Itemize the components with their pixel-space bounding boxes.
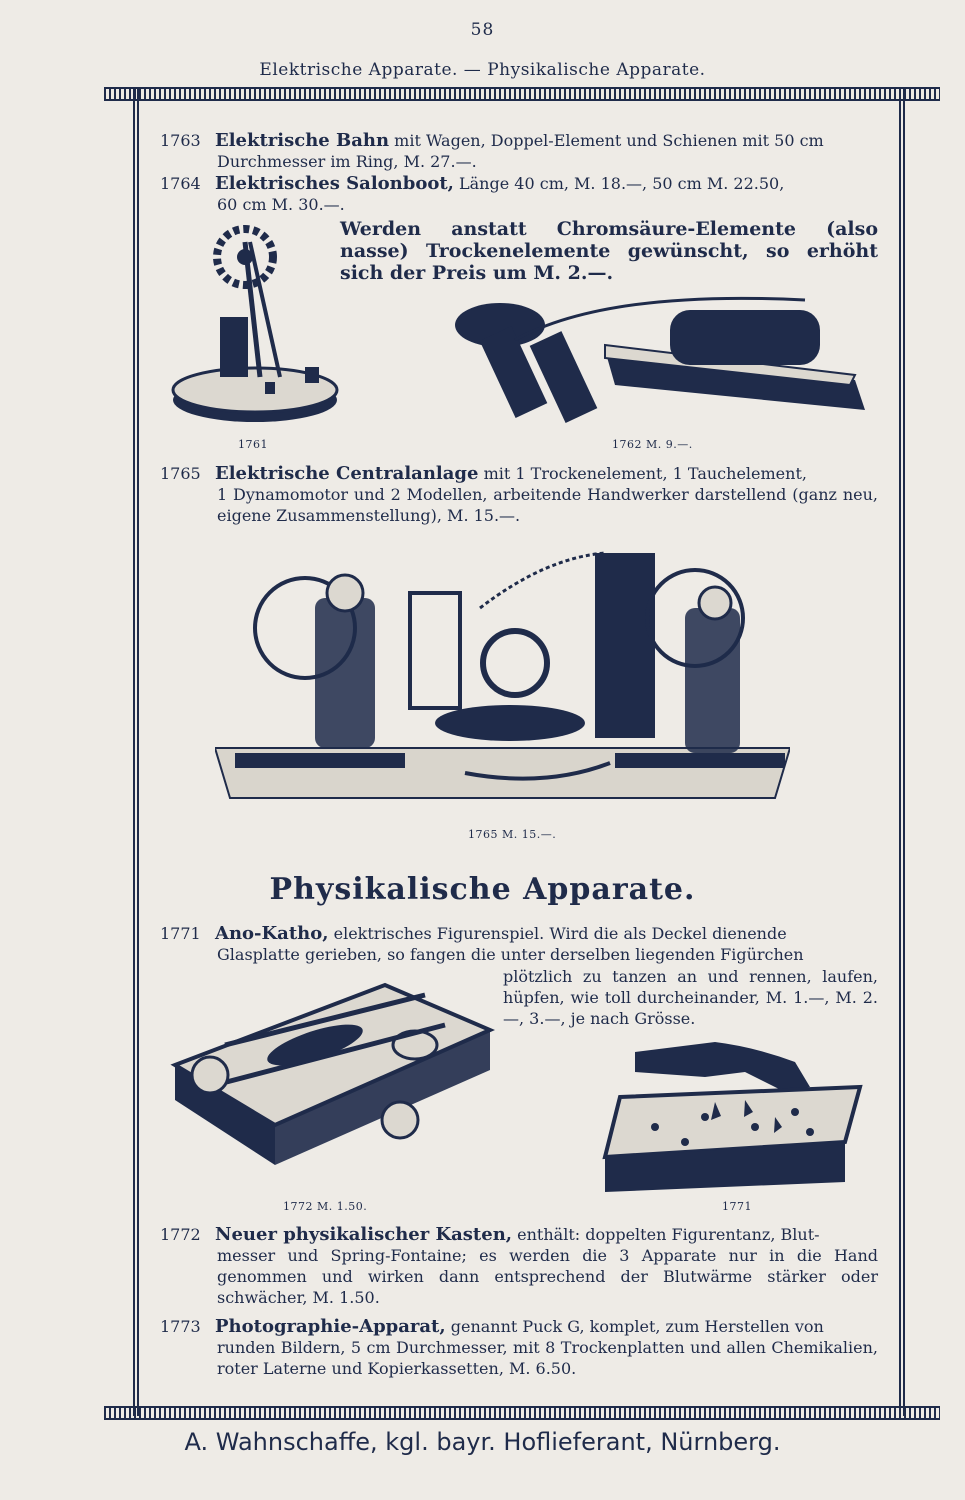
entry-title: Neuer physikalischer Kasten, (215, 1224, 513, 1245)
entry-text: elektrisches Figurenspiel. Wird die als Deckel dienende (333, 924, 787, 943)
page-number: 58 (470, 20, 495, 40)
caption-1762: 1762 M. 9.—. (612, 438, 693, 451)
entry-1763 (160, 130, 878, 172)
entry-continuation: 1 Dynamomotor und 2 Modellen, arbeitende Handwerker darstellend (ganz neu, eigene Zusammenstellung), M. 15.—. (217, 485, 878, 525)
entry-continuation: Glasplatte gerieben, so fangen die unter derselben liegenden Figürchen (217, 945, 804, 964)
entry-title: Elektrische Bahn (215, 130, 390, 151)
entry-title: Photographie-Apparat, (215, 1316, 446, 1337)
entry-continuation: runden Bildern, 5 cm Durchmesser, mit 8 Trockenplatten und allen Chemikalien, roter Laterne und Kopierkassetten, M. 6.50. (217, 1338, 878, 1378)
entry-title: Ano-Katho, (215, 923, 329, 944)
entry-1773 (160, 1316, 878, 1379)
caption-1765: 1765 M. 15.—. (468, 828, 557, 841)
dry-cell-note: Werden anstatt Chromsäure-Elemente (also nasse) Trockenelemente gewünscht, so erhöht sich der Preis um M. 2.—. (340, 218, 878, 284)
entry-text: genannt Puck G, komplet, zum Herstellen von (450, 1317, 824, 1336)
physics-box-illustration-1772 (165, 975, 495, 1175)
entry-text: mit 1 Trockenelement, 1 Tauchelement, (483, 464, 807, 483)
entry-1771 (160, 923, 878, 965)
entry-number: 1763 (160, 131, 201, 150)
bottom-ornament-rule (104, 1406, 940, 1420)
caption-1771: 1771 (722, 1200, 752, 1213)
central-installation-illustration-1765 (215, 538, 790, 823)
entry-number: 1771 (160, 924, 201, 943)
entry-text: mit Wagen, Doppel-Element und Schienen mit 50 cm (394, 131, 824, 150)
entry-1765 (160, 463, 878, 526)
entry-text: enthält: doppelten Figurentanz, Blut- (517, 1225, 820, 1244)
entry-title: Elektrisches Salonboot, (215, 173, 454, 194)
entry-1764 (160, 173, 878, 215)
figure-play-illustration-1771 (595, 1032, 865, 1192)
section-title: Physikalische Apparate. (269, 872, 696, 907)
entry-number: 1772 (160, 1225, 201, 1244)
caption-1761: 1761 (238, 438, 268, 451)
page-footer: A. Wahnschaffe, kgl. bayr. Hoflieferant, Nürnberg. (184, 1428, 781, 1456)
entry-text: Länge 40 cm, M. 18.—, 50 cm M. 22.50, (459, 174, 785, 193)
entry-1771-tail: plötzlich zu tanzen an und rennen, laufen, hüpfen, wie toll durcheinander, M. 1.—, M. 2.—, 3.—, je nach Grösse. (503, 967, 878, 1028)
motor-illustration-1761 (165, 222, 345, 427)
page-header: Elektrische Apparate. — Physikalische Apparate. (259, 60, 706, 80)
entry-continuation: 60 cm M. 30.—. (217, 195, 345, 214)
entry-number: 1764 (160, 174, 201, 193)
motor-illustration-1762 (455, 290, 865, 430)
caption-1772: 1772 M. 1.50. (283, 1200, 368, 1213)
entry-continuation: messer und Spring-Fontaine; es werden die 3 Apparate nur in die Hand genommen und wirken dann entsprechend der Blutwärme stärker oder schwächer, M. 1.50. (217, 1246, 878, 1307)
entry-1772 (160, 1224, 878, 1308)
entry-number: 1773 (160, 1317, 201, 1336)
entry-number: 1765 (160, 464, 201, 483)
entry-title: Elektrische Centralanlage (215, 463, 479, 484)
entry-continuation: Durchmesser im Ring, M. 27.—. (217, 152, 477, 171)
